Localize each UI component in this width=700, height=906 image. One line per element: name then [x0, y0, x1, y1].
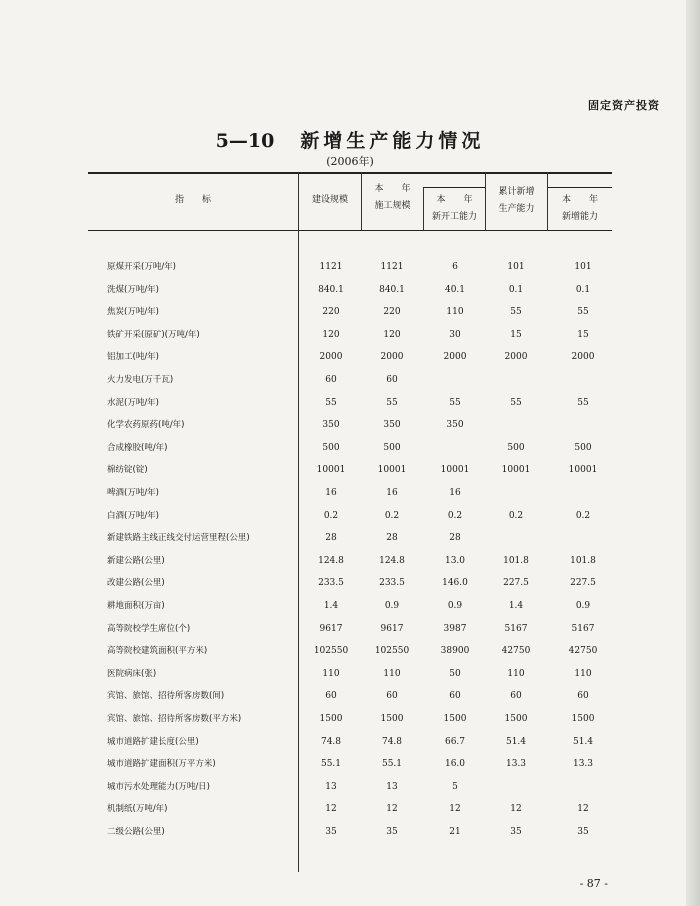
table-row	[0, 685, 700, 707]
row-value: 1121	[380, 262, 404, 272]
row-value: 13	[386, 781, 398, 792]
table-row	[0, 279, 700, 301]
row-value: 66.7	[444, 736, 466, 747]
header-planned-scale: 建设规模	[311, 195, 348, 205]
row-label: 城市道路扩建面积(万平方米)	[107, 759, 216, 770]
row-value: 10001	[440, 465, 470, 476]
header-line: 生产能力	[498, 204, 535, 214]
header-this-year-construction	[362, 181, 423, 215]
row-value: 5167	[504, 623, 528, 634]
page-title	[0, 126, 700, 153]
row-value: 1500	[380, 714, 404, 724]
row-value: 5167	[571, 623, 595, 634]
table-row	[0, 301, 700, 323]
table-row	[0, 346, 700, 368]
row-value: 38900	[440, 646, 470, 657]
row-value: 2000	[319, 352, 343, 363]
row-value: 102550	[374, 646, 410, 657]
row-label: 新建铁路主线正线交付运营里程(公里)	[107, 533, 250, 544]
row-value: 12	[325, 804, 337, 815]
row-value: 233.5	[379, 578, 405, 589]
row-value: 2000	[504, 352, 528, 363]
row-value: 500	[507, 442, 525, 453]
row-value: 35	[577, 827, 589, 837]
table-row	[0, 731, 700, 753]
row-label: 化学农药原药(吨/年)	[107, 420, 185, 431]
header-line: 新开工能力	[431, 212, 477, 222]
table-row	[0, 505, 700, 527]
row-value: 350	[383, 420, 401, 431]
row-value: 110	[574, 668, 592, 679]
row-value: 55	[510, 397, 522, 408]
row-value: 146.0	[442, 578, 468, 589]
row-value: 9617	[319, 623, 343, 634]
row-label: 原煤开采(万吨/年)	[107, 262, 176, 272]
header-line: 累计新增	[498, 187, 535, 197]
row-value: 840.1	[379, 284, 405, 295]
row-value: 13	[325, 781, 337, 792]
row-value: 350	[322, 420, 340, 431]
row-value: 1500	[443, 714, 467, 724]
row-value: 500	[383, 442, 401, 453]
row-value: 51.4	[505, 736, 527, 747]
row-label: 城市污水处理能力(万吨/日)	[107, 781, 210, 792]
row-value: 42750	[568, 646, 598, 657]
row-value: 55	[386, 397, 398, 408]
row-value: 110	[446, 307, 464, 318]
row-value: 101.8	[570, 555, 596, 566]
row-label: 洗煤(万吨/年)	[107, 284, 159, 295]
table-row	[0, 708, 700, 730]
row-value: 102550	[313, 646, 349, 657]
header-indicator: 指 标	[174, 195, 211, 205]
row-value: 55.1	[381, 759, 403, 770]
table-row	[0, 392, 700, 414]
row-value: 15	[510, 329, 522, 340]
row-label: 二级公路(公里)	[107, 827, 165, 837]
table-row	[0, 459, 700, 481]
table-row	[0, 821, 700, 843]
row-value: 1500	[319, 714, 343, 724]
table-row	[0, 798, 700, 820]
row-value: 55	[449, 397, 461, 408]
row-label: 改建公路(公里)	[107, 578, 165, 589]
row-value: 120	[322, 329, 340, 340]
row-label: 铁矿开采(原矿)(万吨/年)	[107, 329, 200, 340]
row-label: 机制纸(万吨/年)	[107, 804, 168, 815]
row-value: 55.1	[320, 759, 342, 770]
row-value: 30	[449, 329, 461, 340]
table-row	[0, 550, 700, 572]
row-value: 50	[449, 668, 461, 679]
header-line: 本 年	[561, 195, 598, 205]
row-value: 0.9	[384, 601, 400, 611]
table-row	[0, 256, 700, 278]
row-value: 42750	[501, 646, 531, 657]
row-value: 0.9	[575, 601, 591, 611]
row-value: 110	[322, 668, 340, 679]
table-row	[0, 437, 700, 459]
row-label: 焦炭(万吨/年)	[107, 307, 159, 318]
table-top-rule	[88, 172, 612, 174]
row-value: 110	[507, 668, 525, 679]
row-value: 55	[510, 307, 522, 318]
row-value: 10001	[377, 465, 407, 476]
row-value: 12	[577, 804, 589, 815]
row-label: 铝加工(吨/年)	[107, 352, 159, 363]
header-line: 本 年	[436, 195, 473, 205]
row-value: 227.5	[503, 578, 529, 589]
row-value: 10001	[501, 465, 531, 476]
row-value: 500	[574, 442, 592, 453]
row-value: 60	[510, 691, 522, 702]
row-value: 3987	[443, 623, 467, 634]
row-value: 60	[325, 375, 337, 385]
row-value: 1.4	[508, 601, 524, 611]
header-this-year-new	[548, 192, 612, 226]
row-value: 220	[383, 307, 401, 318]
row-label: 宾馆、旅馆、招待所客房数(间)	[107, 691, 225, 702]
row-value: 35	[325, 827, 337, 837]
row-value: 16	[386, 488, 398, 498]
row-value: 21	[449, 827, 461, 837]
row-label: 水泥(万吨/年)	[107, 397, 159, 408]
row-value: 500	[322, 442, 340, 453]
section-label: 固定资产投资	[588, 99, 660, 112]
table-row	[0, 369, 700, 391]
row-value: 227.5	[570, 578, 596, 589]
row-label: 火力发电(万千瓦)	[107, 375, 174, 385]
row-value: 35	[386, 827, 398, 837]
row-label: 棉纺锭(锭)	[107, 465, 148, 476]
row-value: 16.0	[444, 759, 466, 770]
row-value: 10001	[568, 465, 598, 476]
row-value: 16	[449, 488, 461, 498]
table-row	[0, 640, 700, 662]
row-value: 28	[386, 533, 398, 544]
row-value: 0.1	[575, 284, 591, 295]
row-value: 1500	[571, 714, 595, 724]
header-line: 新增能力	[561, 212, 598, 222]
row-value: 0.2	[323, 510, 339, 521]
row-value: 2000	[380, 352, 404, 363]
row-value: 9617	[380, 623, 404, 634]
row-label: 城市道路扩建长度(公里)	[107, 736, 199, 747]
table-row	[0, 482, 700, 504]
row-value: 2000	[443, 352, 467, 363]
row-value: 74.8	[320, 736, 342, 747]
row-value: 1500	[504, 714, 528, 724]
row-label: 宾馆、旅馆、招待所客房数(平方米)	[107, 714, 242, 724]
table-row	[0, 753, 700, 775]
row-label: 医院病床(张)	[107, 668, 157, 679]
row-value: 28	[325, 533, 337, 544]
row-label: 啤酒(万吨/年)	[107, 488, 159, 498]
row-value: 60	[577, 691, 589, 702]
row-value: 12	[449, 804, 461, 815]
row-value: 60	[386, 375, 398, 385]
sub-header-rule	[424, 187, 486, 188]
row-value: 1121	[319, 262, 343, 272]
row-value: 350	[446, 420, 464, 431]
table-row	[0, 595, 700, 617]
table-header-rule	[88, 230, 612, 231]
row-value: 13.3	[572, 759, 594, 770]
row-value: 2000	[571, 352, 595, 363]
row-value: 840.1	[318, 284, 344, 295]
row-value: 16	[325, 488, 337, 498]
row-label: 高等院校学生席位(个)	[107, 623, 191, 634]
table-row	[0, 663, 700, 685]
row-value: 233.5	[318, 578, 344, 589]
row-value: 0.2	[384, 510, 400, 521]
row-value: 0.2	[575, 510, 591, 521]
row-value: 40.1	[444, 284, 466, 295]
row-value: 60	[449, 691, 461, 702]
header-this-year-new-start	[424, 192, 485, 226]
row-value: 124.8	[318, 555, 344, 566]
row-value: 6	[452, 262, 458, 272]
sub-header-rule-2	[548, 187, 612, 188]
row-value: 101	[507, 262, 525, 272]
row-value: 74.8	[381, 736, 403, 747]
row-value: 55	[577, 307, 589, 318]
row-value: 0.2	[508, 510, 524, 521]
table-number: 5—10	[215, 130, 275, 152]
row-label: 白酒(万吨/年)	[107, 510, 159, 521]
row-value: 1.4	[323, 601, 339, 611]
row-value: 15	[577, 329, 589, 340]
row-value: 55	[577, 397, 589, 408]
row-value: 12	[510, 804, 522, 815]
row-value: 55	[325, 397, 337, 408]
row-value: 120	[383, 329, 401, 340]
row-value: 124.8	[379, 555, 405, 566]
row-value: 51.4	[572, 736, 594, 747]
row-value: 12	[386, 804, 398, 815]
page-number: - 87 -	[579, 877, 608, 890]
row-label: 耕地面积(万亩)	[107, 601, 165, 611]
table-row	[0, 572, 700, 594]
row-value: 110	[383, 668, 401, 679]
row-label: 合成橡胶(吨/年)	[107, 442, 168, 453]
table-row	[0, 414, 700, 436]
row-value: 5	[452, 781, 458, 792]
row-value: 13.3	[505, 759, 527, 770]
row-value: 101	[574, 262, 592, 272]
row-value: 220	[322, 307, 340, 318]
table-title: 新增生产能力情况	[300, 130, 485, 152]
row-label: 新建公路(公里)	[107, 555, 165, 566]
header-cumulative-new	[486, 184, 547, 218]
header-line: 施工规模	[374, 201, 411, 211]
header-line: 本 年	[374, 184, 411, 194]
row-value: 35	[510, 827, 522, 837]
row-value: 101.8	[503, 555, 529, 566]
row-value: 60	[386, 691, 398, 702]
row-value: 60	[325, 691, 337, 702]
row-value: 13.0	[444, 555, 466, 566]
row-value: 10001	[316, 465, 346, 476]
row-value: 0.2	[447, 510, 463, 521]
row-value: 28	[449, 533, 461, 544]
table-row	[0, 324, 700, 346]
row-label: 高等院校建筑面积(平方米)	[107, 646, 208, 657]
table-row	[0, 527, 700, 549]
table-year: (2006年)	[326, 155, 374, 168]
row-value: 0.9	[447, 601, 463, 611]
row-value: 0.1	[508, 284, 524, 295]
table-row	[0, 618, 700, 640]
table-row	[0, 776, 700, 798]
